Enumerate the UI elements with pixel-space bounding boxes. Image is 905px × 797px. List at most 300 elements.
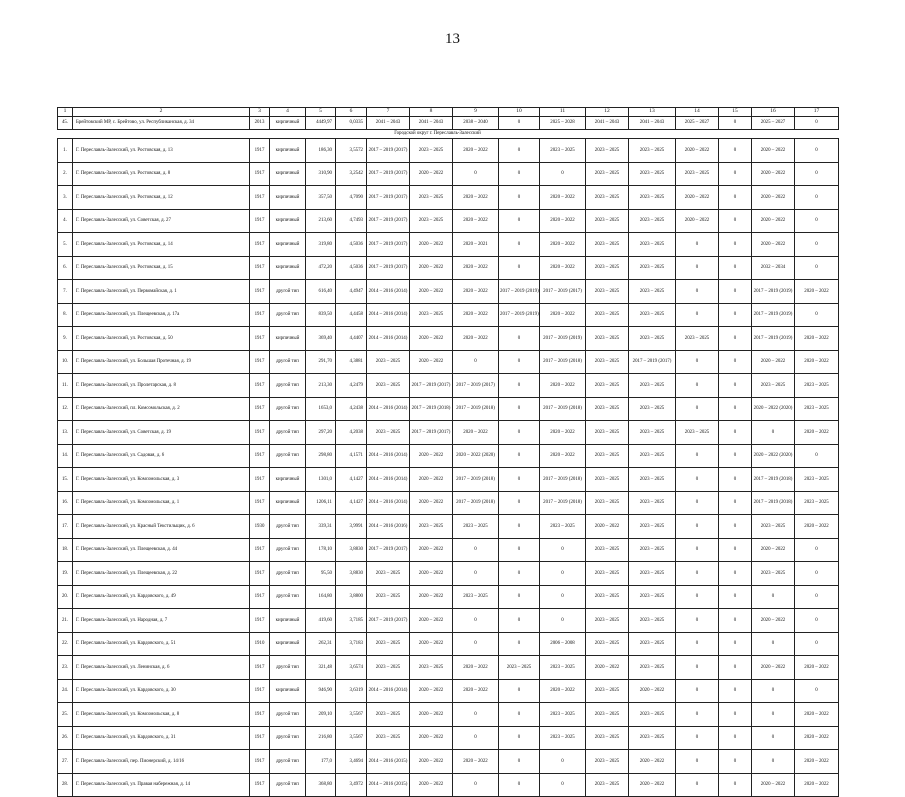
table-row (58, 327, 839, 351)
table-cell: 2023 – 2025 (367, 656, 410, 680)
table-cell: 1910 (250, 632, 270, 656)
table-cell: 2020 – 2022 (540, 256, 586, 280)
table-cell: кирпичный (270, 233, 306, 257)
table-cell: Г. Переславль-Залесский, ул. Ростовская, д. 12 (73, 186, 250, 210)
table-cell: 2020 – 2022 (795, 656, 839, 680)
table-cell: 839,50 (306, 303, 336, 327)
table-cell: 2020 – 2022 (795, 280, 839, 304)
table-cell: 0 (499, 444, 540, 468)
table-cell: кирпичный (270, 256, 306, 280)
table-cell: 17 (795, 108, 839, 117)
table-cell: 2023 – 2025 (629, 491, 676, 515)
table-cell: 2041 – 2043 (410, 117, 453, 130)
table-cell: 2020 – 2022 (453, 327, 499, 351)
table-cell: 2023 – 2025 (629, 280, 676, 304)
table-cell: 26. (58, 726, 73, 750)
table-cell: 2014 – 2016 (2014) (367, 303, 410, 327)
table-cell: 2017 – 2019 (2019) (499, 303, 540, 327)
header-row (58, 108, 839, 117)
table-cell: 946,90 (306, 679, 336, 703)
table-cell: Г. Переславль-Залесский, ул. Ростовская, д. 8 (73, 162, 250, 186)
table-cell: 1917 (250, 397, 270, 421)
table-cell: 616,40 (306, 280, 336, 304)
table-cell: 45. (58, 117, 73, 130)
table-cell: 0,0335 (336, 117, 367, 130)
table-cell: 2020 – 2022 (410, 585, 453, 609)
table-cell: 0 (719, 538, 752, 562)
table-cell: 5 (306, 108, 336, 117)
table-cell: 2020 – 2022 (540, 679, 586, 703)
table-cell: Г. Переславль-Залесский, ул. Кардовского, д. 30 (73, 679, 250, 703)
table-cell: 2017 – 2019 (2018) (540, 397, 586, 421)
table-cell: 2020 – 2022 (453, 209, 499, 233)
table-cell: 0 (540, 585, 586, 609)
table-cell: 2020 – 2022 (676, 186, 719, 210)
table-cell: 4,2438 (336, 397, 367, 421)
table-cell: 0 (719, 750, 752, 774)
table-cell: 2023 – 2025 (586, 726, 629, 750)
table-cell: 2023 – 2025 (540, 726, 586, 750)
table-cell: 2020 – 2022 (540, 374, 586, 398)
table-cell: 2020 – 2022 (410, 350, 453, 374)
table-cell: 2020 – 2022 (453, 679, 499, 703)
table-cell: 2041 – 2043 (629, 117, 676, 130)
table-cell: 9. (58, 327, 73, 351)
table-cell: 2023 – 2025 (586, 444, 629, 468)
table-cell: 1917 (250, 609, 270, 633)
table-cell: 1917 (250, 773, 270, 797)
table-cell: 8. (58, 303, 73, 327)
table-cell: 0 (752, 632, 795, 656)
table-cell: другой тип (270, 444, 306, 468)
table-cell: 0 (676, 726, 719, 750)
table-cell: 24. (58, 679, 73, 703)
table-cell: 0 (499, 726, 540, 750)
table-cell: 4,7090 (336, 186, 367, 210)
section-row (58, 130, 839, 139)
table-cell: Г. Переславль-Залесский, ул. Кардовского, д. 31 (73, 726, 250, 750)
table-cell: 2023 – 2025 (629, 256, 676, 280)
table-cell: 4449,97 (306, 117, 336, 130)
table-cell: 0 (499, 750, 540, 774)
table-cell: 319,80 (306, 233, 336, 257)
table-cell: 15 (719, 108, 752, 117)
table-cell: Г. Переславль-Залесский, ул. Ростовская, д. 15 (73, 256, 250, 280)
section-spacer (58, 130, 336, 139)
table-cell: 1917 (250, 585, 270, 609)
table-cell: 2014 – 2016 (2014) (367, 397, 410, 421)
table-cell: 15. (58, 468, 73, 492)
table-cell: 2023 – 2025 (367, 726, 410, 750)
table-cell: 2023 – 2025 (586, 303, 629, 327)
table-cell: 7 (367, 108, 410, 117)
table-cell: 209,10 (306, 703, 336, 727)
table-row (58, 585, 839, 609)
table-cell: 0 (795, 444, 839, 468)
table-cell: 2020 – 2022 (540, 444, 586, 468)
table-cell: 0 (676, 280, 719, 304)
table-cell: Г. Переславль-Залесский, ул. Кардовского, д. 49 (73, 585, 250, 609)
table-cell: 2017 – 2019 (2017) (410, 374, 453, 398)
table-cell: 2023 – 2025 (540, 656, 586, 680)
table-cell: 0 (719, 186, 752, 210)
table-cell: 0 (719, 726, 752, 750)
table-cell: Г. Переславль-Залесский, ул. Пролетарская, д. 8 (73, 374, 250, 398)
table-cell: 0 (719, 374, 752, 398)
table-cell: 0 (499, 632, 540, 656)
table-cell: 2020 – 2022 (410, 256, 453, 280)
table-cell: 14 (676, 108, 719, 117)
table-row (58, 703, 839, 727)
table-cell: 17. (58, 515, 73, 539)
table-cell: Г. Переславль-Залесский, ул. Комсомольская, д. 8 (73, 703, 250, 727)
table-cell: 2023 – 2025 (410, 186, 453, 210)
table-cell: 3,8830 (336, 538, 367, 562)
table-cell: 2023 – 2025 (586, 209, 629, 233)
table-cell: 0 (719, 327, 752, 351)
table-cell: 2020 – 2022 (676, 139, 719, 163)
table-cell: 1917 (250, 421, 270, 445)
table-cell: 1917 (250, 656, 270, 680)
table-cell: 0 (795, 139, 839, 163)
table-cell: 2023 – 2025 (795, 468, 839, 492)
table-cell: 0 (795, 303, 839, 327)
table-cell: 369,40 (306, 327, 336, 351)
table-cell: 2020 – 2022 (410, 491, 453, 515)
table-cell: 7. (58, 280, 73, 304)
table-cell: 0 (540, 162, 586, 186)
table-cell: 2020 – 2022 (453, 280, 499, 304)
table-cell: 1917 (250, 303, 270, 327)
table-cell: 4,4407 (336, 327, 367, 351)
table-cell: 0 (499, 350, 540, 374)
table-cell: кирпичный (270, 117, 306, 130)
table-cell: 0 (499, 162, 540, 186)
table-cell: 3,7185 (336, 609, 367, 633)
table-row (58, 773, 839, 797)
table-cell: 2023 – 2025 (586, 562, 629, 586)
table-cell: 2017 – 2019 (2017) (367, 186, 410, 210)
table-cell: 0 (752, 421, 795, 445)
table-cell: 2023 – 2025 (629, 139, 676, 163)
table-cell: 0 (676, 585, 719, 609)
table-cell: 2023 – 2025 (629, 515, 676, 539)
table-cell: 2020 – 2022 (410, 444, 453, 468)
table-cell: 2017 – 2019 (2019) (752, 303, 795, 327)
table-cell: 1917 (250, 750, 270, 774)
table-cell: 2017 – 2019 (2017) (367, 538, 410, 562)
table-cell: 2041 – 2043 (367, 117, 410, 130)
table-cell: 0 (795, 538, 839, 562)
table-cell: 11 (540, 108, 586, 117)
table-cell: 0 (719, 468, 752, 492)
table-cell: 4,1571 (336, 444, 367, 468)
table-cell: 2014 – 2016 (2014) (367, 444, 410, 468)
table-cell: 0 (719, 656, 752, 680)
table-cell: 2014 – 2016 (2014) (367, 280, 410, 304)
table-cell: 2023 – 2025 (499, 656, 540, 680)
table-cell: 2017 – 2019 (2017) (410, 421, 453, 445)
table-cell: Г. Переславль-Залесский, пл. Комсомольская, д. 2 (73, 397, 250, 421)
table-cell: Г. Переславль-Залесский, ул. Садовая, д. 6 (73, 444, 250, 468)
table-cell: 0 (676, 350, 719, 374)
table-cell: 0 (719, 303, 752, 327)
table-cell: 310,90 (306, 162, 336, 186)
table-cell: Г. Переславль-Залесский, ул. Ленинская, д. 6 (73, 656, 250, 680)
table-cell: 2023 – 2025 (453, 585, 499, 609)
table-cell: 0 (719, 397, 752, 421)
table-cell: 3 (250, 108, 270, 117)
table-cell: кирпичный (270, 162, 306, 186)
table-cell: кирпичный (270, 139, 306, 163)
table-cell: другой тип (270, 726, 306, 750)
table-cell: 2025 – 2027 (676, 117, 719, 130)
table-cell: другой тип (270, 750, 306, 774)
table-cell: 2020 – 2022 (410, 726, 453, 750)
table-row (58, 303, 839, 327)
table-cell: 0 (499, 515, 540, 539)
table-cell: 2017 – 2019 (2017) (367, 209, 410, 233)
table-cell: Г. Переславль-Залесский, ул. Ростовская, д. 50 (73, 327, 250, 351)
table-cell: 3,6574 (336, 656, 367, 680)
table-cell: 2020 – 2022 (410, 327, 453, 351)
table-cell: 0 (752, 703, 795, 727)
table-cell: 216,80 (306, 726, 336, 750)
table-cell: 0 (453, 562, 499, 586)
table-cell: 1917 (250, 468, 270, 492)
table-cell: 0 (499, 585, 540, 609)
table-cell: 4,2038 (336, 421, 367, 445)
table-cell: 2020 – 2022 (453, 186, 499, 210)
table-row (58, 609, 839, 633)
table-cell: 4,5036 (336, 233, 367, 257)
table-cell: 4,3881 (336, 350, 367, 374)
table-cell: 262,31 (306, 632, 336, 656)
table-cell: 2023 – 2025 (367, 350, 410, 374)
table-cell: 1917 (250, 538, 270, 562)
table-row (58, 162, 839, 186)
table-cell: 2020 – 2022 (752, 350, 795, 374)
table-cell: 0 (676, 374, 719, 398)
table-cell: 0 (795, 585, 839, 609)
table-cell: 2023 – 2025 (629, 397, 676, 421)
table-cell: 0 (719, 679, 752, 703)
table-cell: 297,20 (306, 421, 336, 445)
section-spacer (540, 130, 839, 139)
table-cell: 2023 – 2025 (410, 656, 453, 680)
table-cell: кирпичный (270, 632, 306, 656)
table-cell: 2017 – 2019 (2018) (453, 397, 499, 421)
table-cell: Брейтовский МР, с. Брейтово, ул. Республиканская, д. 34 (73, 117, 250, 130)
table-cell: Г. Переславль-Залесский, ул. Правая набережная, д. 14 (73, 773, 250, 797)
table-cell: 0 (795, 609, 839, 633)
table-cell: 2023 – 2025 (586, 750, 629, 774)
table-cell: 2023 – 2025 (540, 703, 586, 727)
table-cell: 2020 – 2022 (410, 609, 453, 633)
table-cell: 0 (795, 679, 839, 703)
table-cell: 2020 – 2022 (629, 679, 676, 703)
table-cell: 298,80 (306, 444, 336, 468)
page-number: 13 (445, 31, 460, 47)
table-cell: 2023 – 2025 (586, 703, 629, 727)
table-row (58, 117, 839, 130)
table-cell: 22. (58, 632, 73, 656)
table-row (58, 256, 839, 280)
table-cell: 2020 – 2022 (453, 256, 499, 280)
table-cell: 2013 (250, 117, 270, 130)
table-cell: 2023 – 2025 (367, 703, 410, 727)
table-cell: 0 (499, 233, 540, 257)
table-cell: Г. Переславль-Залесский, ул. Комсомольская, д. 3 (73, 468, 250, 492)
table-cell: 2017 – 2019 (2018) (540, 350, 586, 374)
table-cell: 1301,0 (306, 468, 336, 492)
table-cell: 20. (58, 585, 73, 609)
table-cell: 213,60 (306, 209, 336, 233)
table-cell: 2038 – 2040 (453, 117, 499, 130)
table-cell: 28. (58, 773, 73, 797)
table-cell: 23. (58, 656, 73, 680)
table-cell: 2023 – 2025 (586, 233, 629, 257)
table-cell: 25. (58, 703, 73, 727)
table-cell: 0 (752, 585, 795, 609)
table-cell: 2017 – 2019 (2018) (453, 468, 499, 492)
table-cell: 2017 – 2019 (2017) (367, 233, 410, 257)
table-cell: 0 (719, 515, 752, 539)
table-cell: 0 (719, 280, 752, 304)
table-cell: 0 (499, 209, 540, 233)
table-cell: 2023 – 2025 (629, 585, 676, 609)
table-cell: 0 (499, 186, 540, 210)
table-cell: 2023 – 2025 (586, 679, 629, 703)
table-cell: 2023 – 2025 (453, 515, 499, 539)
table-cell: другой тип (270, 538, 306, 562)
table-cell: 472,20 (306, 256, 336, 280)
table-cell: 0 (453, 726, 499, 750)
table-cell: 0 (676, 703, 719, 727)
table-cell: 2020 – 2022 (410, 773, 453, 797)
table-cell: 1930 (250, 515, 270, 539)
table-cell: 16 (752, 108, 795, 117)
table-cell: 1917 (250, 703, 270, 727)
table-cell: 2020 – 2022 (453, 421, 499, 445)
table-cell: 2020 – 2022 (540, 303, 586, 327)
table-cell: 3,8830 (336, 562, 367, 586)
table-cell: 1 (58, 108, 73, 117)
table-cell: 4 (270, 108, 306, 117)
table-cell: 1917 (250, 350, 270, 374)
table-cell: 2017 – 2019 (2017) (453, 374, 499, 398)
table-cell: 0 (453, 538, 499, 562)
table-cell: 0 (540, 609, 586, 633)
table-cell: 2020 – 2022 (453, 750, 499, 774)
table-cell: 2020 – 2022 (410, 162, 453, 186)
table-cell: 9 (453, 108, 499, 117)
table-row (58, 562, 839, 586)
table-cell: 0 (676, 233, 719, 257)
table-cell: 164,80 (306, 585, 336, 609)
table-cell: кирпичный (270, 327, 306, 351)
table-cell: кирпичный (270, 468, 306, 492)
table-cell: 2014 – 2016 (2014) (367, 327, 410, 351)
table-cell: Г. Переславль-Залесский, ул. Ростовская, д. 13 (73, 139, 250, 163)
table-cell: 2020 – 2022 (752, 538, 795, 562)
table-cell: другой тип (270, 773, 306, 797)
table-cell: 14. (58, 444, 73, 468)
table-cell: 2020 – 2022 (540, 209, 586, 233)
table-cell: 2017 – 2019 (2019) (752, 327, 795, 351)
table-cell: 2020 – 2022 (2020) (752, 444, 795, 468)
table-cell: 2020 – 2022 (752, 139, 795, 163)
table-cell: 2023 – 2025 (540, 139, 586, 163)
table-cell: 0 (719, 609, 752, 633)
table-cell: 2006 – 2008 (540, 632, 586, 656)
table-row (58, 632, 839, 656)
table-cell: 13 (629, 108, 676, 117)
table-cell: 2023 – 2025 (586, 609, 629, 633)
table-cell: 2014 – 2016 (2015) (367, 773, 410, 797)
table-cell: кирпичный (270, 679, 306, 703)
table-cell: 0 (499, 256, 540, 280)
table-cell: 0 (719, 162, 752, 186)
table-cell: 2023 – 2025 (676, 327, 719, 351)
table-cell: 2017 – 2019 (2019) (540, 327, 586, 351)
table-cell: 2020 – 2021 (453, 233, 499, 257)
table-cell: 2020 – 2022 (2020) (453, 444, 499, 468)
table-cell: 4,1427 (336, 468, 367, 492)
table-cell: 0 (676, 609, 719, 633)
table-row (58, 515, 839, 539)
table-cell: 2014 – 2016 (2014) (367, 491, 410, 515)
table-cell: 2014 – 2016 (2014) (367, 679, 410, 703)
table-cell: 2020 – 2022 (752, 186, 795, 210)
table-cell: 2020 – 2022 (410, 538, 453, 562)
table-cell: 368,80 (306, 773, 336, 797)
table-cell: 2023 – 2025 (629, 562, 676, 586)
table-cell: 2017 – 2019 (2018) (410, 397, 453, 421)
table-cell: 0 (719, 491, 752, 515)
table-row (58, 397, 839, 421)
table-cell: 2023 – 2025 (586, 397, 629, 421)
table-cell: другой тип (270, 562, 306, 586)
table-cell: 2020 – 2022 (410, 233, 453, 257)
table-row (58, 280, 839, 304)
table-cell: 2023 – 2025 (540, 515, 586, 539)
table-cell: Г. Переславль-Залесский, ул. Плещеевская, д. 17а (73, 303, 250, 327)
table-cell: 3,8800 (336, 585, 367, 609)
table-cell: 2017 – 2019 (2017) (540, 280, 586, 304)
table-cell: 0 (453, 773, 499, 797)
table-cell: 3,4694 (336, 750, 367, 774)
table-cell: 0 (499, 773, 540, 797)
table-cell: 0 (719, 703, 752, 727)
table-row (58, 421, 839, 445)
table-cell: Г. Переславль-Залесский, ул. Красный Текстильщик, д. 6 (73, 515, 250, 539)
table-cell: 2020 – 2022 (410, 750, 453, 774)
table-cell: 2017 – 2019 (2019) (752, 280, 795, 304)
table-cell: 3,7183 (336, 632, 367, 656)
table-cell: 5. (58, 233, 73, 257)
table-cell: 0 (499, 679, 540, 703)
table-cell: 1917 (250, 491, 270, 515)
table-cell: 2023 – 2025 (629, 209, 676, 233)
table-cell: кирпичный (270, 209, 306, 233)
table-cell: кирпичный (270, 491, 306, 515)
table-cell: 2023 – 2025 (629, 609, 676, 633)
table-cell: 6 (336, 108, 367, 117)
table-cell: 2017 – 2019 (2019) (499, 280, 540, 304)
table-cell: Г. Переславль-Залесский, ул. Советская, д. 19 (73, 421, 250, 445)
table-cell: 2020 – 2022 (752, 656, 795, 680)
